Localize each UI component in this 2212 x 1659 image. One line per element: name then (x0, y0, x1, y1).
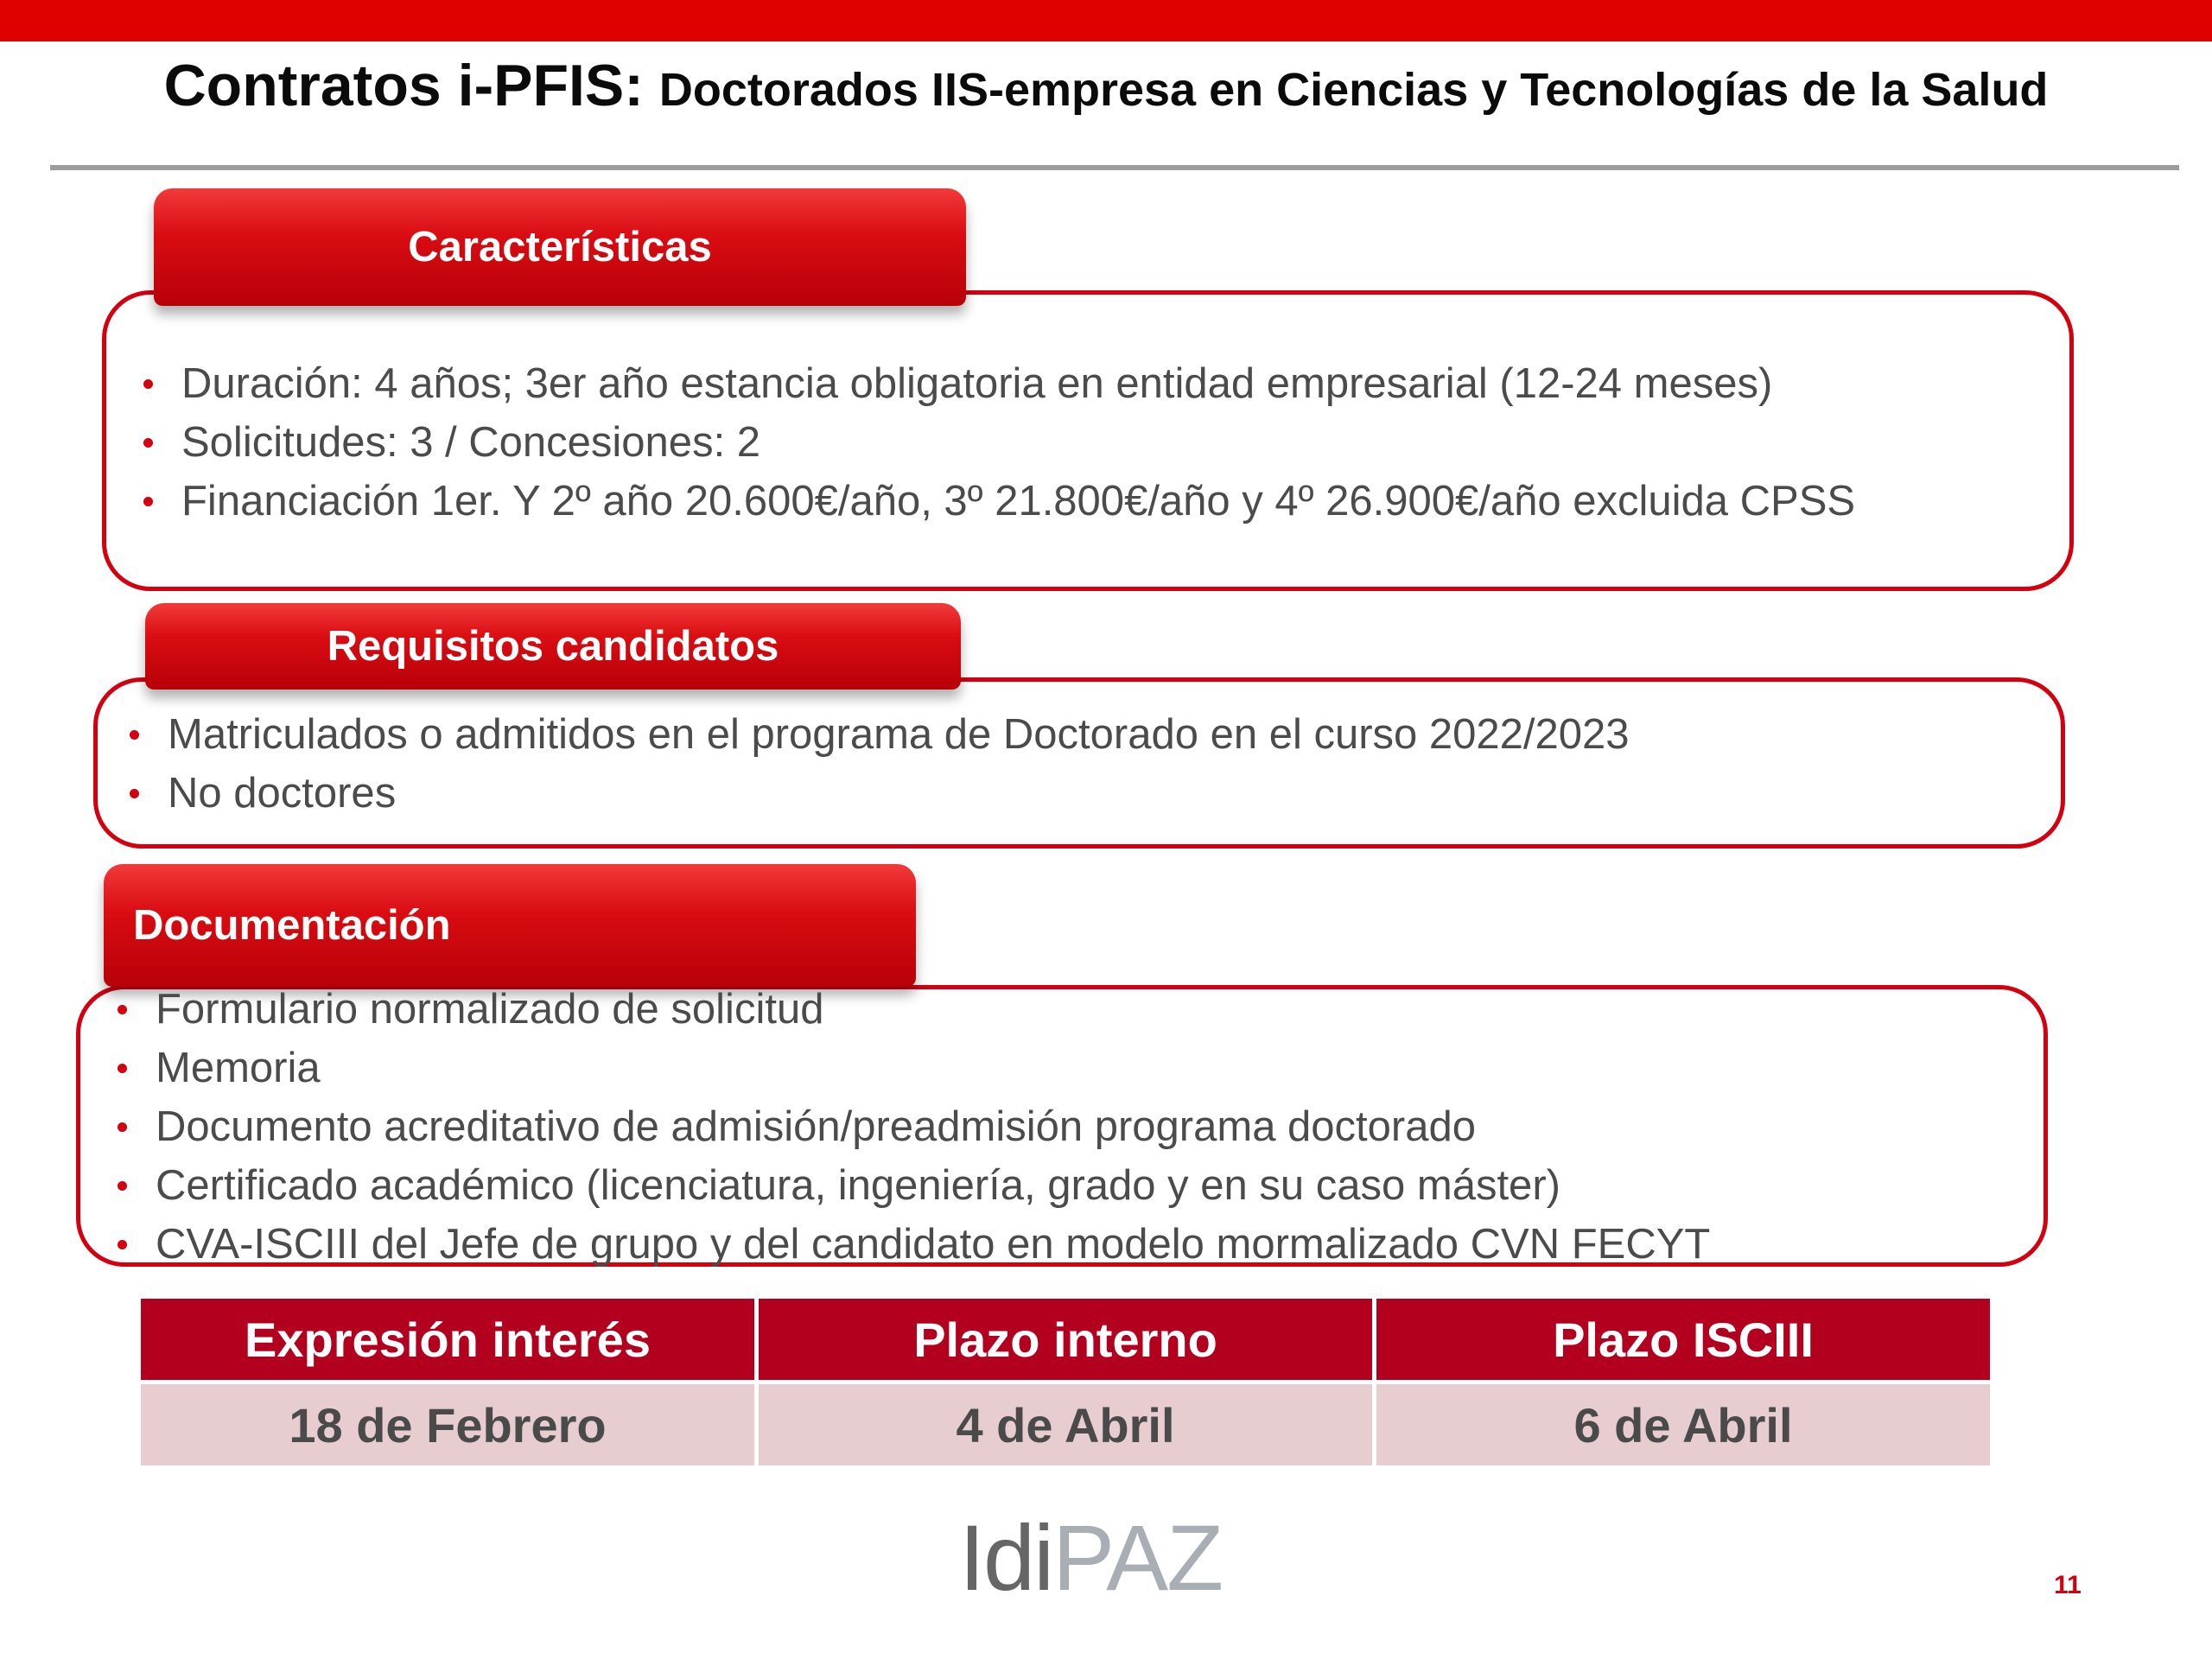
table-row (141, 1384, 1990, 1465)
list-item: Matriculados o admitidos en el programa de Doctorado en el curso 2022/2023 (124, 705, 1630, 764)
list-item: Formulario normalizado de solicitud (112, 980, 1710, 1039)
slide-title (0, 52, 2212, 147)
documentacion-heading (104, 864, 916, 987)
caracteristicas-heading-label: Características (408, 224, 712, 270)
table-cell: 4 de Abril (759, 1384, 1372, 1465)
top-red-bar (0, 0, 2212, 41)
caracteristicas-heading (154, 188, 966, 306)
list-item: Duración: 4 años; 3er año estancia obligatoria en entidad empresarial (12-24 meses) (138, 354, 1855, 413)
requisitos-list (124, 705, 1630, 823)
slide-title-main: Contratos i-PFIS: (163, 53, 644, 118)
list-item: Documento acreditativo de admisión/preadmisión programa doctorado (112, 1097, 1710, 1156)
title-divider (50, 165, 2179, 170)
page-number: 11 (2054, 1571, 2082, 1599)
table-cell: 18 de Febrero (141, 1384, 754, 1465)
idipaz-logo (959, 1505, 1223, 1610)
list-item: Solicitudes: 3 / Concesiones: 2 (138, 413, 1855, 472)
slide-title-sub: Doctorados IIS-empresa en Ciencias y Tecnologías de la Salud (658, 64, 2049, 116)
documentacion-heading-label: Documentación (133, 902, 451, 949)
list-item: Financiación 1er. Y 2º año 20.600€/año, 3º 21.800€/año y 4º 26.900€/año excluida CPSS (138, 472, 1855, 531)
table-header-cell: Expresión interés (141, 1299, 754, 1380)
caracteristicas-list (138, 354, 1855, 531)
list-item: No doctores (124, 764, 1630, 823)
requisitos-heading (145, 603, 961, 690)
table-header-cell: Plazo interno (759, 1299, 1372, 1380)
list-item: Certificado académico (licenciatura, ingeniería, grado y en su caso máster) (112, 1156, 1710, 1215)
list-item: CVA-ISCIII del Jefe de grupo y del candidato en modelo mormalizado CVN FECYT (112, 1215, 1710, 1274)
documentacion-list (112, 980, 1710, 1274)
requisitos-heading-label: Requisitos candidatos (327, 623, 779, 670)
table-header-row (141, 1299, 1990, 1380)
list-item: Memoria (112, 1039, 1710, 1097)
logo-part-idi: Idi (959, 1505, 1053, 1610)
logo-part-paz: PAZ (1052, 1505, 1223, 1610)
table-cell: 6 de Abril (1376, 1384, 1990, 1465)
table-header-cell: Plazo ISCIII (1376, 1299, 1990, 1380)
dates-table (137, 1294, 1994, 1470)
